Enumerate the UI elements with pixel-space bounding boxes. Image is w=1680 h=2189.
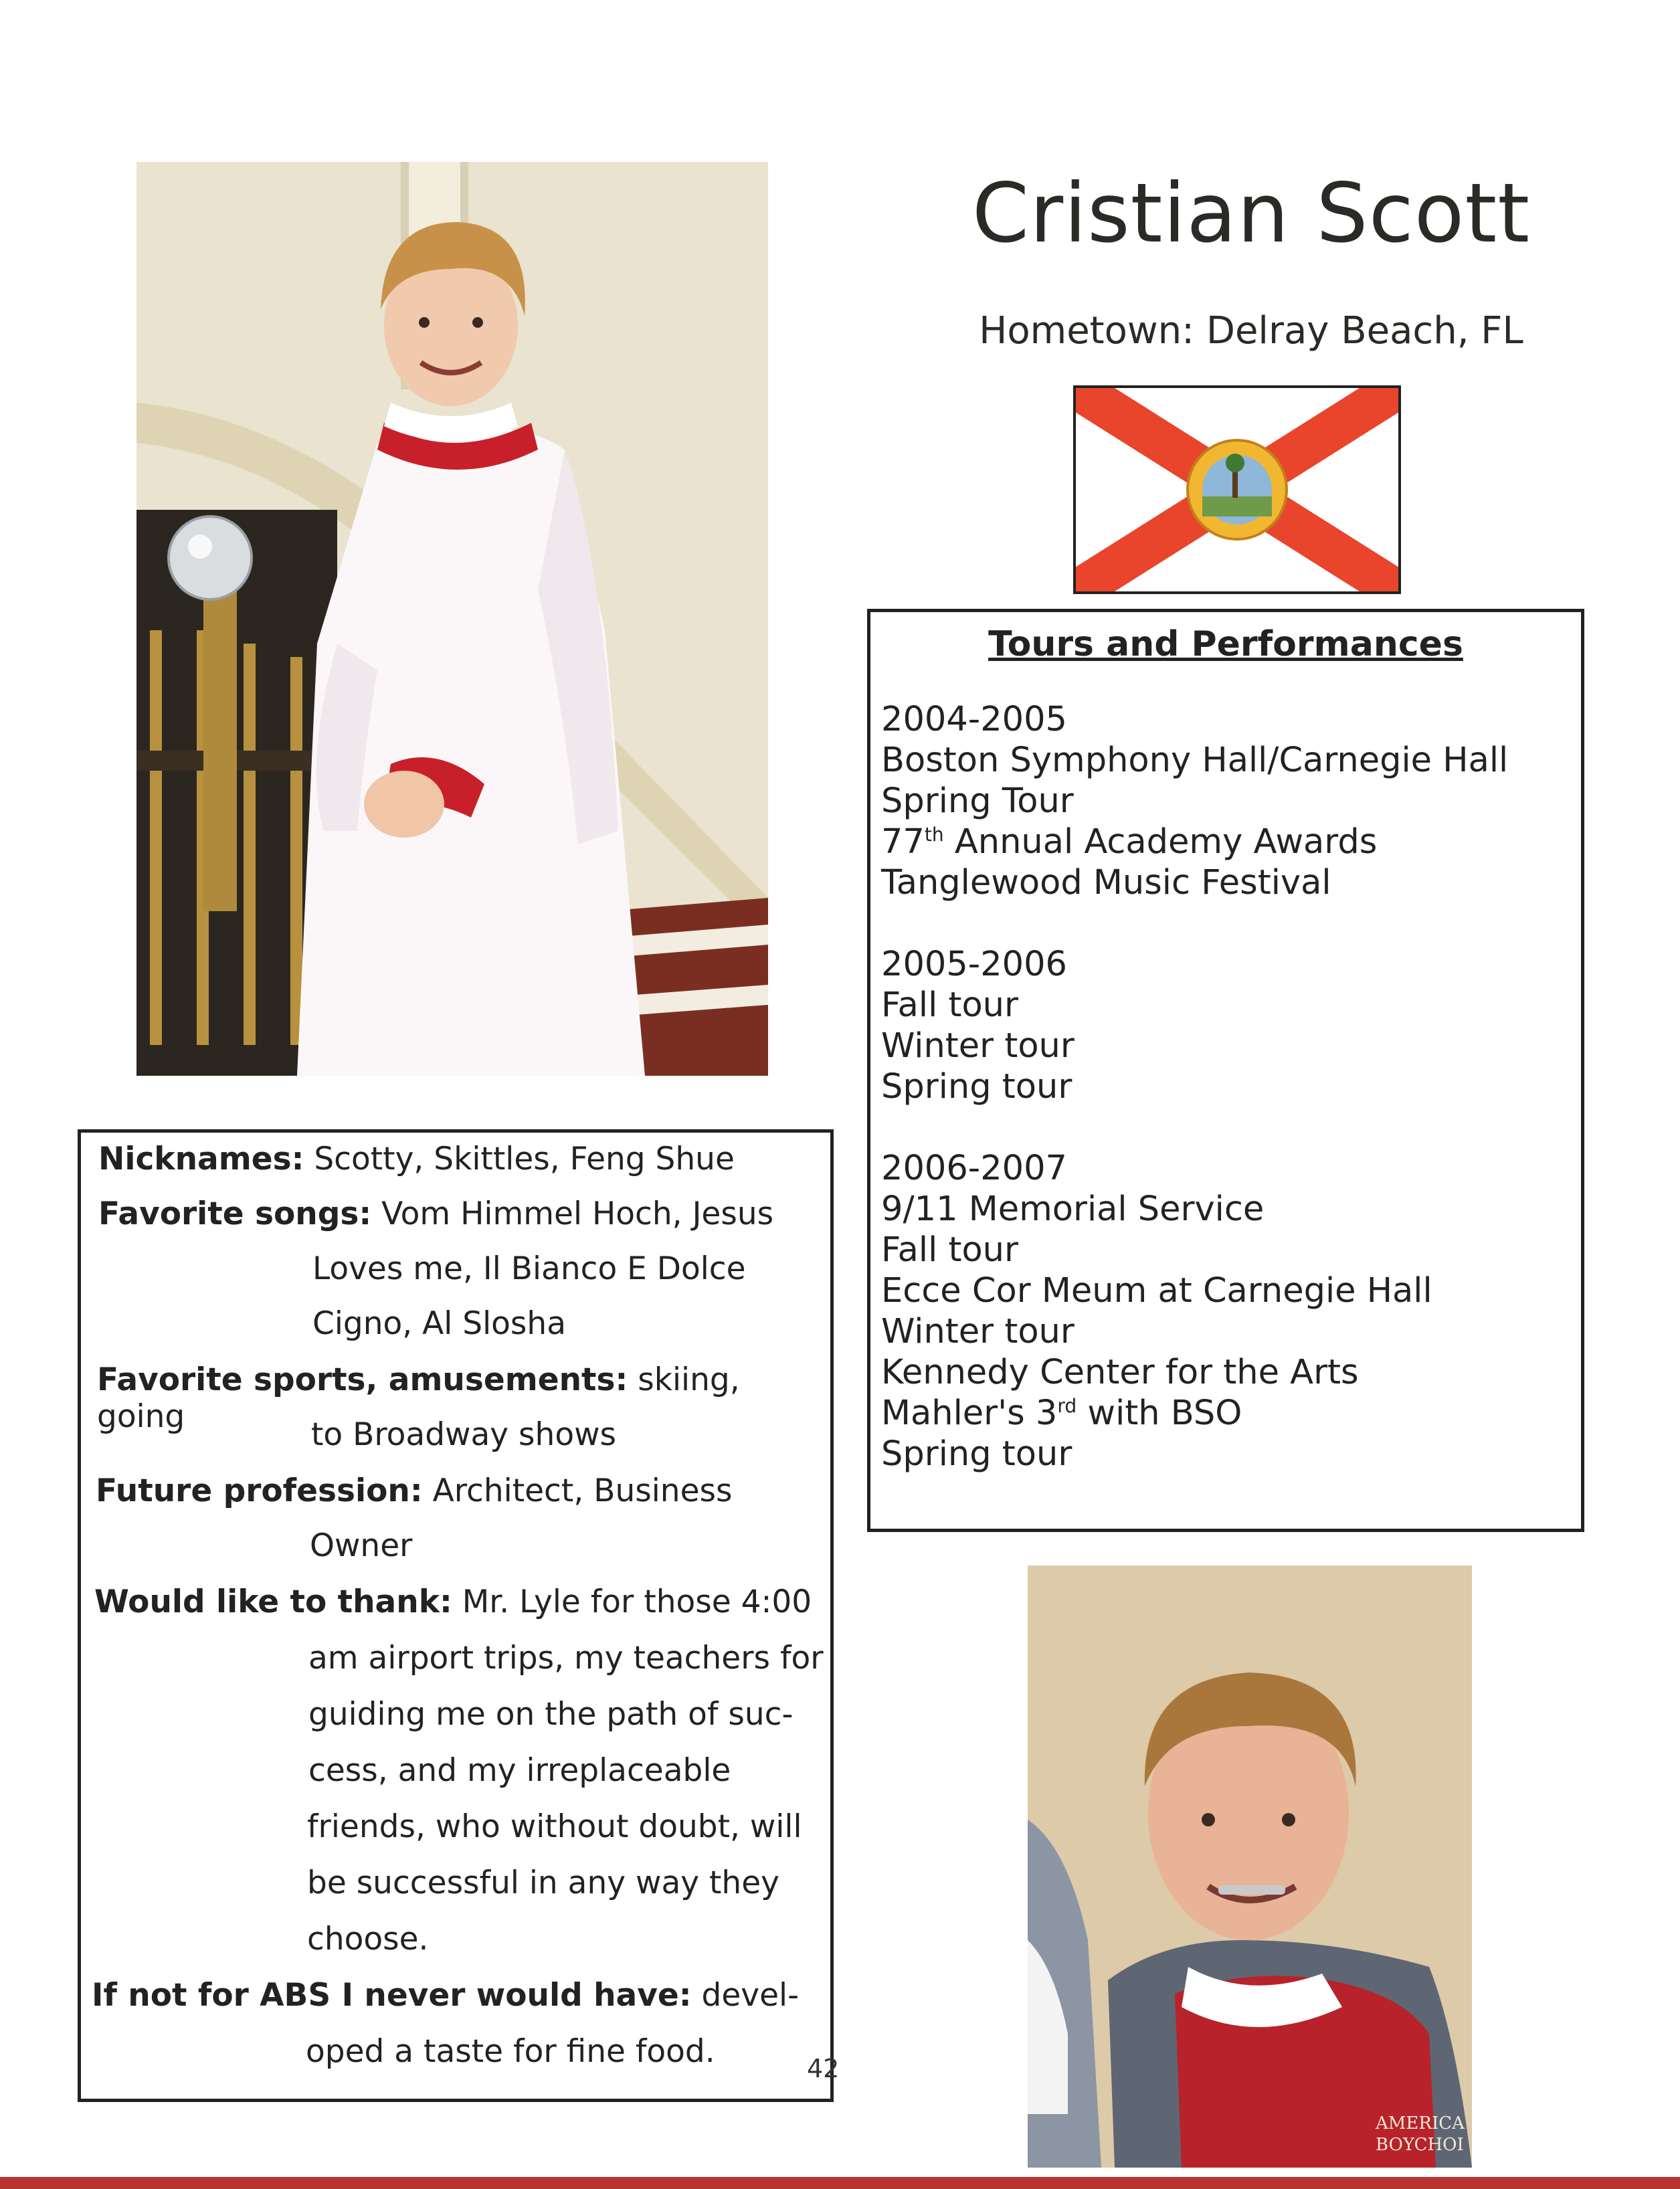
bio-continuation: am airport trips, my teachers for [308, 1640, 824, 1677]
bio-continuation: guiding me on the path of suc- [308, 1696, 794, 1733]
tour-item-text: Mahler's 3rd with BSO [881, 1394, 1242, 1433]
bio-continuation: oped a taste for fine food. [306, 2033, 715, 2070]
hometown-text: Hometown: Delray Beach, FL [979, 309, 1523, 353]
portrait-photo [136, 162, 768, 1076]
tour-item: Winter tour [881, 1026, 1075, 1066]
bio-label: Nicknames: [98, 1141, 304, 1177]
bio-profession [96, 1472, 732, 1509]
portrait-illustration [136, 162, 768, 1076]
bio-continuation: Loves me, Il Bianco E Dolce [312, 1250, 746, 1287]
bio-continuation: Owner [310, 1527, 413, 1564]
tour-item: Ecce Cor Meum at Carnegie Hall [881, 1271, 1432, 1311]
bio-label: If not for ABS I never would have: [92, 1977, 692, 2014]
bio-box [78, 1129, 834, 2102]
ordinal-superscript: rd [1057, 1395, 1077, 1417]
bio-continuation: Cigno, Al Slosha [312, 1305, 567, 1342]
shirt-logo-line1: AMERICA [1376, 2113, 1465, 2133]
florida-flag [1073, 385, 1401, 594]
tour-item-text: 77th Annual Academy Awards [881, 822, 1378, 862]
tour-item: Kennedy Center for the Arts [881, 1353, 1359, 1392]
tour-item: 9/11 Memorial Service [881, 1189, 1265, 1229]
tour-item: Tanglewood Music Festival [881, 863, 1331, 902]
tours-list [881, 699, 1508, 1515]
page-number: 42 [807, 2054, 840, 2083]
candid-photo [1028, 1565, 1472, 2168]
tour-item-academy-awards [881, 822, 1508, 862]
bio-label: Favorite sports, amusements: [97, 1361, 628, 1398]
bio-songs [98, 1196, 773, 1232]
bio-label: Favorite songs: [98, 1196, 372, 1232]
bio-value: Architect, Business [432, 1472, 733, 1509]
tour-group-2004 [881, 699, 1508, 903]
bio-continuation: to Broadway shows [311, 1416, 617, 1453]
tour-item: Spring Tour [881, 781, 1074, 821]
tour-item: Fall tour [881, 1230, 1018, 1270]
bio-value: skiing, going [97, 1361, 740, 1435]
tour-year: 2005-2006 [881, 945, 1067, 984]
bottom-red-strip [0, 2177, 1680, 2189]
ordinal-superscript: th [924, 824, 944, 846]
tours-box [867, 609, 1584, 1532]
bio-value: devel- [701, 1977, 800, 2014]
bio-label: Future profession: [96, 1472, 423, 1509]
bio-continuation: be successful in any way they [307, 1865, 779, 1901]
tours-title: Tours and Performances [988, 624, 1463, 664]
tour-item: Spring tour [881, 1434, 1072, 1474]
page-title: Cristian Scott [971, 166, 1531, 261]
bio-nicknames [98, 1141, 735, 1177]
bio-label: Would like to thank: [94, 1584, 452, 1620]
tour-group-2006 [881, 1148, 1508, 1474]
bio-continuation: friends, who without doubt, will [307, 1808, 802, 1845]
bio-value: Mr. Lyle for those 4:00 [462, 1584, 812, 1620]
bio-continuation: choose. [307, 1921, 429, 1958]
tour-item-mahler [881, 1393, 1508, 1434]
tour-year: 2006-2007 [881, 1149, 1067, 1188]
bio-value: Vom Himmel Hoch, Jesus [381, 1196, 774, 1232]
candid-illustration [1028, 1565, 1472, 2168]
bio-thanks [94, 1584, 812, 1620]
shirt-logo-line2: BOYCHOI [1376, 2135, 1464, 2155]
tour-group-2005 [881, 944, 1508, 1107]
bio-value: Scotty, Skittles, Feng Shue [314, 1141, 735, 1177]
tour-item: Boston Symphony Hall/Carnegie Hall [881, 741, 1509, 780]
tour-item: Fall tour [881, 985, 1018, 1025]
bio-abs [92, 1977, 799, 2014]
tour-item: Spring tour [881, 1067, 1072, 1107]
tour-year: 2004-2005 [881, 700, 1067, 739]
tour-item: Winter tour [881, 1312, 1075, 1351]
bio-continuation: cess, and my irreplaceable [308, 1752, 731, 1789]
